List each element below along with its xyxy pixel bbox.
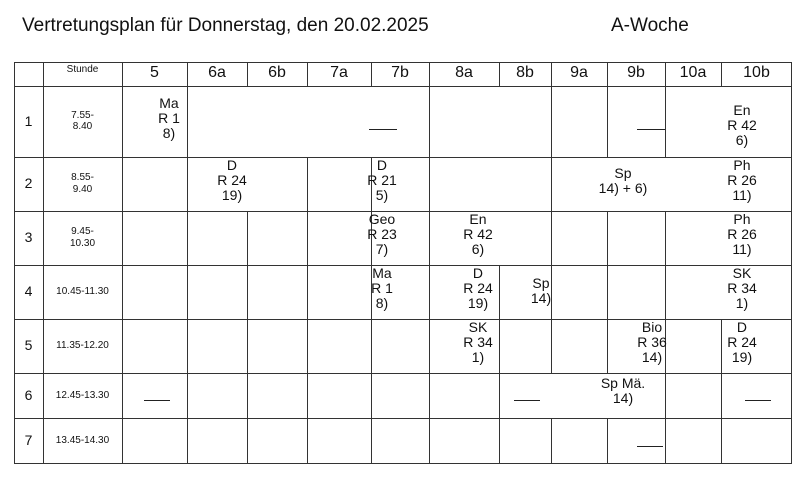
period-number: 7 bbox=[24, 432, 33, 448]
period-time: 12.45-13.30 bbox=[55, 389, 110, 401]
row-divider bbox=[14, 373, 792, 374]
period-time: 7.55- 8.40 bbox=[71, 109, 94, 132]
column-divider bbox=[665, 86, 666, 157]
period-time: 10.45-11.30 bbox=[56, 286, 109, 297]
grid-border-top bbox=[14, 62, 792, 63]
column-divider bbox=[551, 211, 552, 265]
column-divider bbox=[665, 62, 666, 86]
column-divider bbox=[307, 265, 308, 319]
header-class-7b: 7b bbox=[391, 64, 409, 81]
row-divider bbox=[14, 211, 792, 212]
column-divider bbox=[122, 418, 123, 464]
column-divider bbox=[551, 86, 552, 157]
column-divider bbox=[247, 265, 248, 319]
column-divider bbox=[122, 62, 123, 86]
column-divider bbox=[499, 265, 500, 319]
column-divider bbox=[499, 373, 500, 418]
header-class-5: 5 bbox=[150, 64, 159, 81]
header-class-6a: 6a bbox=[208, 64, 226, 81]
timetable-grid bbox=[14, 62, 792, 464]
column-divider bbox=[43, 265, 44, 319]
header-class-10a: 10a bbox=[679, 64, 707, 81]
column-divider bbox=[307, 418, 308, 464]
column-divider bbox=[43, 319, 44, 373]
substitution-entry: Sp Mä. 14) bbox=[600, 375, 646, 407]
column-divider bbox=[429, 211, 430, 265]
column-divider bbox=[43, 86, 44, 157]
substitution-entry: D R 21 5) bbox=[367, 157, 397, 204]
column-divider bbox=[551, 157, 552, 211]
column-divider bbox=[43, 62, 44, 86]
column-divider bbox=[607, 62, 608, 86]
column-divider bbox=[43, 211, 44, 265]
column-divider bbox=[247, 62, 248, 86]
substitution-entry: Ph R 26 11) bbox=[727, 157, 757, 204]
column-divider bbox=[122, 86, 123, 157]
column-divider bbox=[247, 319, 248, 373]
column-divider bbox=[721, 373, 722, 418]
column-divider bbox=[187, 86, 188, 157]
header-class-9b: 9b bbox=[627, 64, 645, 81]
column-divider bbox=[721, 62, 722, 86]
column-divider bbox=[499, 418, 500, 464]
column-divider bbox=[551, 62, 552, 86]
substitution-entry: D R 24 19) bbox=[217, 157, 247, 204]
column-divider bbox=[429, 319, 430, 373]
column-divider bbox=[122, 211, 123, 265]
cancelled-dash bbox=[637, 129, 665, 130]
column-divider bbox=[122, 319, 123, 373]
substitution-entry: Ma R 1 8) bbox=[158, 95, 180, 142]
column-divider bbox=[429, 62, 430, 86]
substitution-entry: SK R 34 1) bbox=[727, 265, 757, 312]
column-divider bbox=[187, 157, 188, 211]
column-divider bbox=[607, 319, 608, 373]
column-divider bbox=[551, 265, 552, 319]
column-divider bbox=[187, 62, 188, 86]
column-divider bbox=[307, 62, 308, 86]
column-divider bbox=[607, 86, 608, 157]
column-divider bbox=[665, 211, 666, 265]
column-divider bbox=[371, 319, 372, 373]
column-divider bbox=[43, 373, 44, 418]
column-divider bbox=[665, 373, 666, 418]
cancelled-dash bbox=[637, 446, 663, 447]
column-divider bbox=[721, 418, 722, 464]
cancelled-dash bbox=[514, 400, 540, 401]
column-divider bbox=[122, 373, 123, 418]
period-time: 13.45-14.30 bbox=[55, 435, 110, 446]
grid-border-bottom bbox=[14, 463, 792, 464]
column-divider bbox=[247, 211, 248, 265]
cancelled-dash bbox=[745, 400, 771, 401]
column-divider bbox=[122, 265, 123, 319]
column-divider bbox=[187, 319, 188, 373]
substitution-entry: Ph R 26 11) bbox=[727, 211, 757, 258]
row-divider bbox=[14, 418, 792, 419]
row-divider bbox=[14, 319, 792, 320]
period-time: 11.35-12.20 bbox=[56, 340, 109, 351]
column-divider bbox=[607, 418, 608, 464]
row-divider bbox=[14, 157, 792, 158]
column-divider bbox=[665, 265, 666, 319]
column-divider bbox=[371, 418, 372, 464]
column-divider bbox=[551, 418, 552, 464]
substitution-entry: Geo R 23 7) bbox=[367, 211, 397, 258]
substitution-entry: Bio R 36 14) bbox=[637, 319, 667, 366]
period-time: 8.55- 9.40 bbox=[71, 172, 94, 195]
period-number: 6 bbox=[24, 386, 33, 403]
substitution-entry: D R 24 19) bbox=[463, 265, 493, 312]
grid-border-left bbox=[14, 62, 15, 464]
substitution-entry: Ma R 1 8) bbox=[371, 265, 393, 312]
header-stunde: Stunde bbox=[66, 64, 99, 75]
column-divider bbox=[429, 418, 430, 464]
substitution-entry: SK R 34 1) bbox=[463, 319, 493, 366]
column-divider bbox=[122, 157, 123, 211]
column-divider bbox=[607, 265, 608, 319]
column-divider bbox=[43, 418, 44, 464]
column-divider bbox=[187, 265, 188, 319]
header-class-9a: 9a bbox=[570, 64, 588, 81]
period-number: 2 bbox=[24, 175, 33, 191]
column-divider bbox=[429, 86, 430, 157]
column-divider bbox=[721, 319, 722, 373]
substitution-entry: En R 42 6) bbox=[727, 102, 757, 149]
week-label: A-Woche bbox=[611, 15, 689, 36]
column-divider bbox=[307, 319, 308, 373]
header-class-8b: 8b bbox=[516, 64, 534, 81]
substitution-entry: Sp 14) bbox=[530, 275, 552, 307]
row-divider bbox=[14, 265, 792, 266]
column-divider bbox=[187, 418, 188, 464]
period-number: 3 bbox=[24, 229, 33, 245]
column-divider bbox=[429, 373, 430, 418]
header-class-7a: 7a bbox=[330, 64, 348, 81]
cancelled-dash bbox=[144, 400, 170, 401]
column-divider bbox=[247, 418, 248, 464]
column-divider bbox=[187, 211, 188, 265]
period-number: 5 bbox=[24, 337, 33, 353]
grid-border-right bbox=[791, 62, 792, 464]
substitution-entry: Sp 14) + 6) bbox=[598, 165, 648, 197]
column-divider bbox=[499, 62, 500, 86]
column-divider bbox=[371, 62, 372, 86]
column-divider bbox=[499, 319, 500, 373]
column-divider bbox=[665, 418, 666, 464]
substitution-entry: D R 24 19) bbox=[727, 319, 757, 366]
header-class-10b: 10b bbox=[743, 64, 770, 81]
column-divider bbox=[429, 157, 430, 211]
substitution-entry: En R 42 6) bbox=[463, 211, 493, 258]
column-divider bbox=[247, 373, 248, 418]
header-class-6b: 6b bbox=[268, 64, 286, 81]
column-divider bbox=[371, 373, 372, 418]
row-divider bbox=[14, 86, 792, 87]
header-class-8a: 8a bbox=[455, 64, 473, 81]
page-title: Vertretungsplan für Donnerstag, den 20.02.2025 bbox=[22, 15, 429, 36]
period-number: 1 bbox=[24, 112, 33, 129]
column-divider bbox=[307, 157, 308, 211]
column-divider bbox=[429, 265, 430, 319]
column-divider bbox=[187, 373, 188, 418]
column-divider bbox=[551, 319, 552, 373]
column-divider bbox=[307, 211, 308, 265]
cancelled-dash bbox=[369, 129, 397, 130]
period-time: 9.45- 10.30 bbox=[69, 226, 96, 249]
column-divider bbox=[43, 157, 44, 211]
column-divider bbox=[607, 211, 608, 265]
column-divider bbox=[307, 373, 308, 418]
period-number: 4 bbox=[24, 283, 33, 299]
